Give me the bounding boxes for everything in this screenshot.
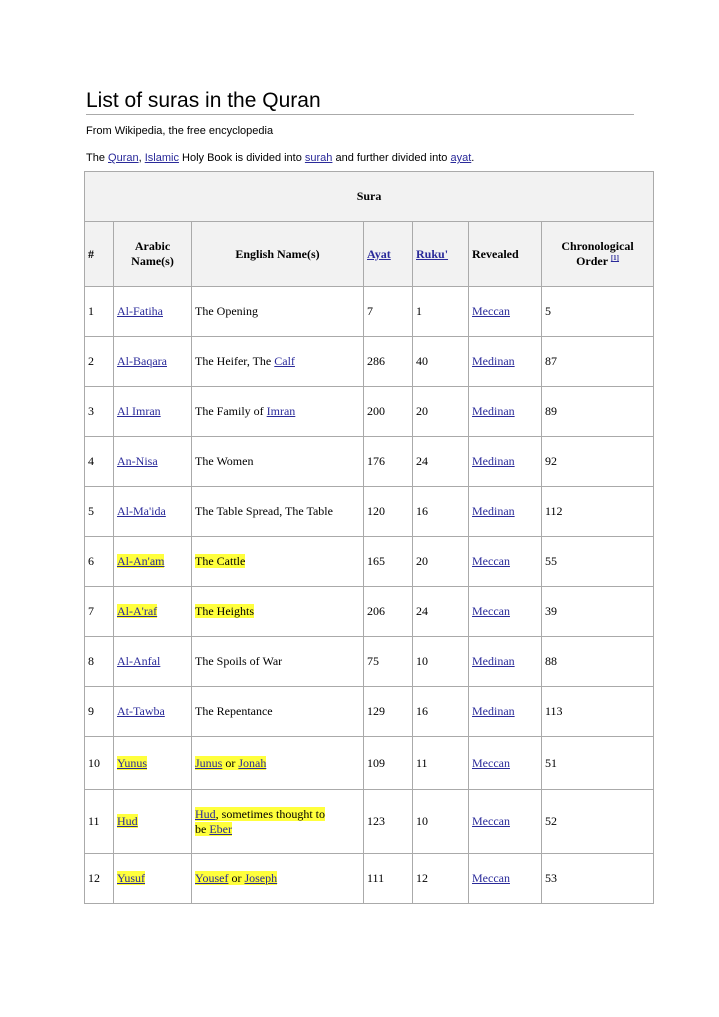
footnote-ref-link[interactable]: [1]: [610, 254, 620, 262]
cell-english: The Table Spread, The Table: [192, 487, 364, 537]
cell-english: [192, 337, 364, 387]
cell-ayat: 129: [364, 687, 413, 737]
english-text: The Family of: [195, 404, 267, 418]
revealed-link[interactable]: Meccan: [472, 554, 510, 568]
cell-ayat: 200: [364, 387, 413, 437]
cell-ruku: 16: [413, 687, 469, 737]
revealed-link[interactable]: Medinan: [472, 454, 515, 468]
cell-ruku: 1: [413, 287, 469, 337]
cell-ayat: 286: [364, 337, 413, 387]
cell-english: [192, 737, 364, 790]
cell-arabic: [114, 537, 192, 587]
cell-arabic: [114, 790, 192, 854]
header-arabic-name: Arabic Name(s): [114, 222, 192, 287]
arabic-name-link[interactable]: Al-A'raf: [117, 604, 158, 618]
arabic-name-link[interactable]: Al Imran: [117, 404, 161, 418]
cell-chron: 112: [542, 487, 654, 537]
cell-revealed: [469, 487, 542, 537]
cell-arabic: [114, 487, 192, 537]
cell-english: The Women: [192, 437, 364, 487]
table-row: [85, 854, 654, 904]
cell-number: 9: [85, 687, 114, 737]
header-number: #: [85, 222, 114, 287]
cell-chron: 39: [542, 587, 654, 637]
cell-ruku: 11: [413, 737, 469, 790]
cell-ayat: 206: [364, 587, 413, 637]
cell-number: 1: [85, 287, 114, 337]
cell-arabic: [114, 737, 192, 790]
cell-revealed: [469, 387, 542, 437]
header-ruku: [413, 222, 469, 287]
table-row: [85, 737, 654, 790]
cell-chron: 89: [542, 387, 654, 437]
english-text: The Cattle: [195, 554, 246, 568]
page-subtitle: From Wikipedia, the free encyclopedia: [86, 125, 274, 137]
cell-chron: 5: [542, 287, 654, 337]
table-row: [85, 637, 654, 687]
arabic-name-link[interactable]: Yusuf: [117, 871, 146, 885]
islamic-link[interactable]: Islamic: [144, 152, 179, 164]
cell-ruku: 10: [413, 637, 469, 687]
cell-chron: 113: [542, 687, 654, 737]
cell-ruku: 16: [413, 487, 469, 537]
cell-english: [192, 537, 364, 587]
table-caption: Sura: [85, 172, 654, 222]
arabic-name-link[interactable]: Hud: [117, 814, 138, 828]
table-row: [85, 287, 654, 337]
cell-ruku: 20: [413, 537, 469, 587]
cell-revealed: [469, 687, 542, 737]
cell-number: 3: [85, 387, 114, 437]
cell-arabic: [114, 587, 192, 637]
cell-number: 10: [85, 737, 114, 790]
cell-revealed: [469, 790, 542, 854]
revealed-link[interactable]: Meccan: [472, 871, 510, 885]
header-chronological-order: [542, 222, 654, 287]
cell-chron: 53: [542, 854, 654, 904]
english-link[interactable]: Jonah: [238, 755, 267, 770]
cell-number: 8: [85, 637, 114, 687]
surah-link[interactable]: surah: [304, 152, 333, 164]
english-link[interactable]: Yousef: [195, 871, 229, 885]
cell-ayat: 123: [364, 790, 413, 854]
cell-english: The Opening: [192, 287, 364, 337]
english-text: The Heifer, The: [195, 354, 275, 368]
cell-ruku: 20: [413, 387, 469, 437]
cell-chron: 52: [542, 790, 654, 854]
table-row: [85, 487, 654, 537]
cell-ayat: 120: [364, 487, 413, 537]
cell-ruku: 24: [413, 437, 469, 487]
revealed-link[interactable]: Medinan: [472, 504, 515, 518]
revealed-link[interactable]: Medinan: [472, 704, 515, 718]
sura-table: [84, 171, 654, 904]
intro-text: Holy Book is divided into: [178, 152, 305, 164]
revealed-link[interactable]: Medinan: [472, 404, 515, 418]
table-row: [85, 537, 654, 587]
cell-revealed: [469, 437, 542, 487]
cell-english: The Spoils of War: [192, 637, 364, 687]
table-row: [85, 337, 654, 387]
cell-ayat: 165: [364, 537, 413, 587]
revealed-link[interactable]: Medinan: [472, 654, 515, 668]
cell-number: 12: [85, 854, 114, 904]
revealed-link[interactable]: Meccan: [472, 755, 510, 770]
table-row: [85, 387, 654, 437]
english-link[interactable]: Junus: [195, 755, 223, 770]
revealed-link[interactable]: Meccan: [472, 604, 510, 618]
intro-text: ,: [138, 152, 145, 164]
cell-revealed: [469, 737, 542, 790]
arabic-name-link[interactable]: At-Tawba: [117, 704, 165, 718]
arabic-name-link[interactable]: An-Nisa: [117, 454, 158, 468]
cell-arabic: [114, 687, 192, 737]
arabic-name-link[interactable]: Al-Anfal: [117, 654, 161, 668]
cell-ayat: 75: [364, 637, 413, 687]
cell-arabic: [114, 854, 192, 904]
cell-ayat: 176: [364, 437, 413, 487]
cell-arabic: [114, 387, 192, 437]
cell-arabic: [114, 287, 192, 337]
ruku-header-link[interactable]: Ruku': [416, 246, 449, 261]
english-link[interactable]: Joseph: [244, 871, 278, 885]
revealed-link[interactable]: Medinan: [472, 354, 515, 368]
english-link[interactable]: Eber: [209, 821, 232, 836]
cell-english: [192, 854, 364, 904]
cell-english: [192, 790, 364, 854]
cell-chron: 51: [542, 737, 654, 790]
cell-number: 5: [85, 487, 114, 537]
english-link[interactable]: Calf: [274, 354, 295, 368]
header-revealed: Revealed: [469, 222, 542, 287]
arabic-name-link[interactable]: Al-Fatiha: [117, 304, 163, 318]
cell-revealed: [469, 287, 542, 337]
cell-english: [192, 387, 364, 437]
intro-text: .: [471, 152, 475, 164]
cell-ruku: 10: [413, 790, 469, 854]
cell-revealed: [469, 587, 542, 637]
cell-number: 11: [85, 790, 114, 854]
revealed-link[interactable]: Meccan: [472, 304, 510, 318]
cell-revealed: [469, 854, 542, 904]
ayat-link[interactable]: ayat: [450, 152, 472, 164]
table-row: [85, 790, 654, 854]
cell-english: [192, 587, 364, 637]
chron-label: Chronological Order: [561, 239, 634, 268]
cell-chron: 92: [542, 437, 654, 487]
table-row: [85, 687, 654, 737]
cell-ruku: 12: [413, 854, 469, 904]
table-header-row: [85, 222, 654, 287]
cell-chron: 87: [542, 337, 654, 387]
cell-number: 7: [85, 587, 114, 637]
page-title: List of suras in the Quran: [86, 89, 634, 115]
english-link[interactable]: Imran: [266, 404, 296, 418]
revealed-link[interactable]: Meccan: [472, 814, 510, 828]
cell-ayat: 7: [364, 287, 413, 337]
english-text: or: [228, 871, 245, 885]
cell-number: 6: [85, 537, 114, 587]
cell-chron: 55: [542, 537, 654, 587]
intro-text: and further divided into: [332, 152, 451, 164]
cell-ruku: 40: [413, 337, 469, 387]
english-link[interactable]: Hud: [195, 806, 216, 821]
arabic-name-link[interactable]: Al-An'am: [117, 554, 165, 568]
cell-ayat: 111: [364, 854, 413, 904]
english-text: The Heights: [195, 604, 254, 618]
cell-revealed: [469, 337, 542, 387]
cell-chron: 88: [542, 637, 654, 687]
cell-number: 2: [85, 337, 114, 387]
cell-ruku: 24: [413, 587, 469, 637]
table-row: [85, 437, 654, 487]
table-row: [85, 587, 654, 637]
cell-arabic: [114, 337, 192, 387]
arabic-name-link[interactable]: Al-Ma'ida: [117, 504, 166, 518]
cell-revealed: [469, 537, 542, 587]
english-text: , sometimes thought to be: [195, 806, 326, 836]
cell-arabic: [114, 437, 192, 487]
cell-revealed: [469, 637, 542, 687]
english-text: or: [222, 755, 239, 770]
ayat-header-link[interactable]: Ayat: [367, 246, 391, 261]
header-english-name: English Name(s): [192, 222, 364, 287]
cell-ayat: 109: [364, 737, 413, 790]
cell-number: 4: [85, 437, 114, 487]
cell-english: The Repentance: [192, 687, 364, 737]
arabic-name-link[interactable]: Al-Baqara: [117, 354, 167, 368]
intro-paragraph: [86, 152, 474, 164]
cell-arabic: [114, 637, 192, 687]
arabic-name-link[interactable]: Yunus: [117, 755, 148, 770]
intro-text: The: [86, 152, 109, 164]
header-ayat: [364, 222, 413, 287]
quran-link[interactable]: Quran: [108, 152, 139, 164]
